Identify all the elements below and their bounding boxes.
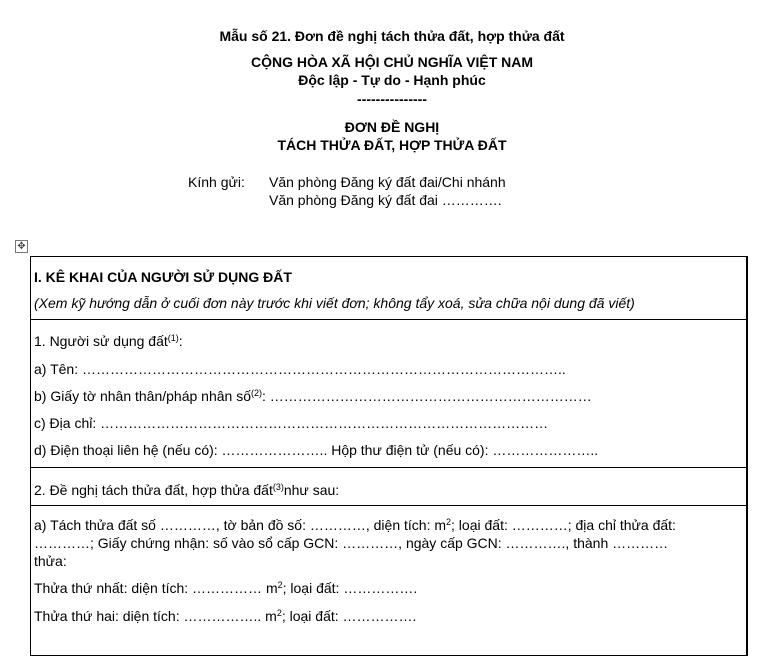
doc-title-2: TÁCH THỬA ĐẤT, HỢP THỬA ĐẤT — [277, 137, 507, 153]
country-name: CỘNG HÒA XÃ HỘI CHỦ NGHĨA VIỆT NAM — [250, 54, 534, 70]
split-line-1[interactable]: a) Tách thửa đất số …………, tờ bản đồ số: …………, diện tích: $m^2$; loại đất: …………; địa chỉ thửa đất: — [34, 517, 676, 533]
split-line-3: thửa: — [34, 553, 67, 569]
row-divider — [31, 319, 746, 320]
id-field[interactable]: b) Giấy tờ nhân thân/pháp nhân số$^{(2)}$: …………………………………………………………… — [34, 388, 592, 404]
section-heading: I. KÊ KHAI CỦA NGƯỜI SỬ DỤNG ĐẤT — [34, 269, 292, 285]
recipient-label: Kính gửi: — [188, 174, 245, 190]
address-field[interactable]: c) Địa chỉ: …………………………………………………………………………………… — [34, 415, 549, 431]
name-field[interactable]: a) Tên: ………………………………………………………………………………………….. — [34, 361, 566, 377]
split-line-2[interactable]: …………; Giấy chứng nhận: số vào sổ cấp GCN: …………, ngày cấp GCN: …………., thành ………… — [34, 535, 669, 551]
section-note: (Xem kỹ hướng dẫn ở cuối đơn này trước khi viết đơn; không tẩy xoá, sửa chữa nội dung đã viết) — [34, 295, 635, 311]
request-label: 2. Đề nghị tách thửa đất, hợp thửa đất$^{(3)}$như sau: — [34, 482, 340, 498]
recipient-line-2: Văn phòng Đăng ký đất đai …………. — [269, 192, 502, 208]
row-divider — [31, 467, 746, 468]
row-divider — [31, 505, 746, 506]
recipient-line-1: Văn phòng Đăng ký đất đai/Chi nhánh — [269, 174, 506, 190]
form-title: Mẫu số 21. Đơn đề nghị tách thửa đất, hợp thửa đất — [219, 28, 565, 44]
land-user-label: 1. Người sử dụng đất$^{(1)}$: — [34, 333, 183, 349]
motto: Độc lập - Tự do - Hạnh phúc — [298, 72, 486, 88]
move-handle-icon[interactable]: ✥ — [15, 240, 28, 253]
doc-title-1: ĐƠN ĐỀ NGHỊ — [344, 119, 440, 135]
contact-field[interactable]: d) Điện thoại liên hệ (nếu có): ………………….. Hộp thư điện tử (nếu có): ………………….. — [34, 442, 599, 458]
parcel-1-field[interactable]: Thửa thứ nhất: diện tích: …………… $m^2$; loại đất: ……………. — [34, 580, 418, 596]
divider: --------------- — [357, 91, 427, 107]
parcel-2-field[interactable]: Thửa thứ hai: diện tích: …………….. $m^2$; loại đất: ……………. — [34, 608, 417, 624]
declaration-table — [30, 256, 748, 656]
